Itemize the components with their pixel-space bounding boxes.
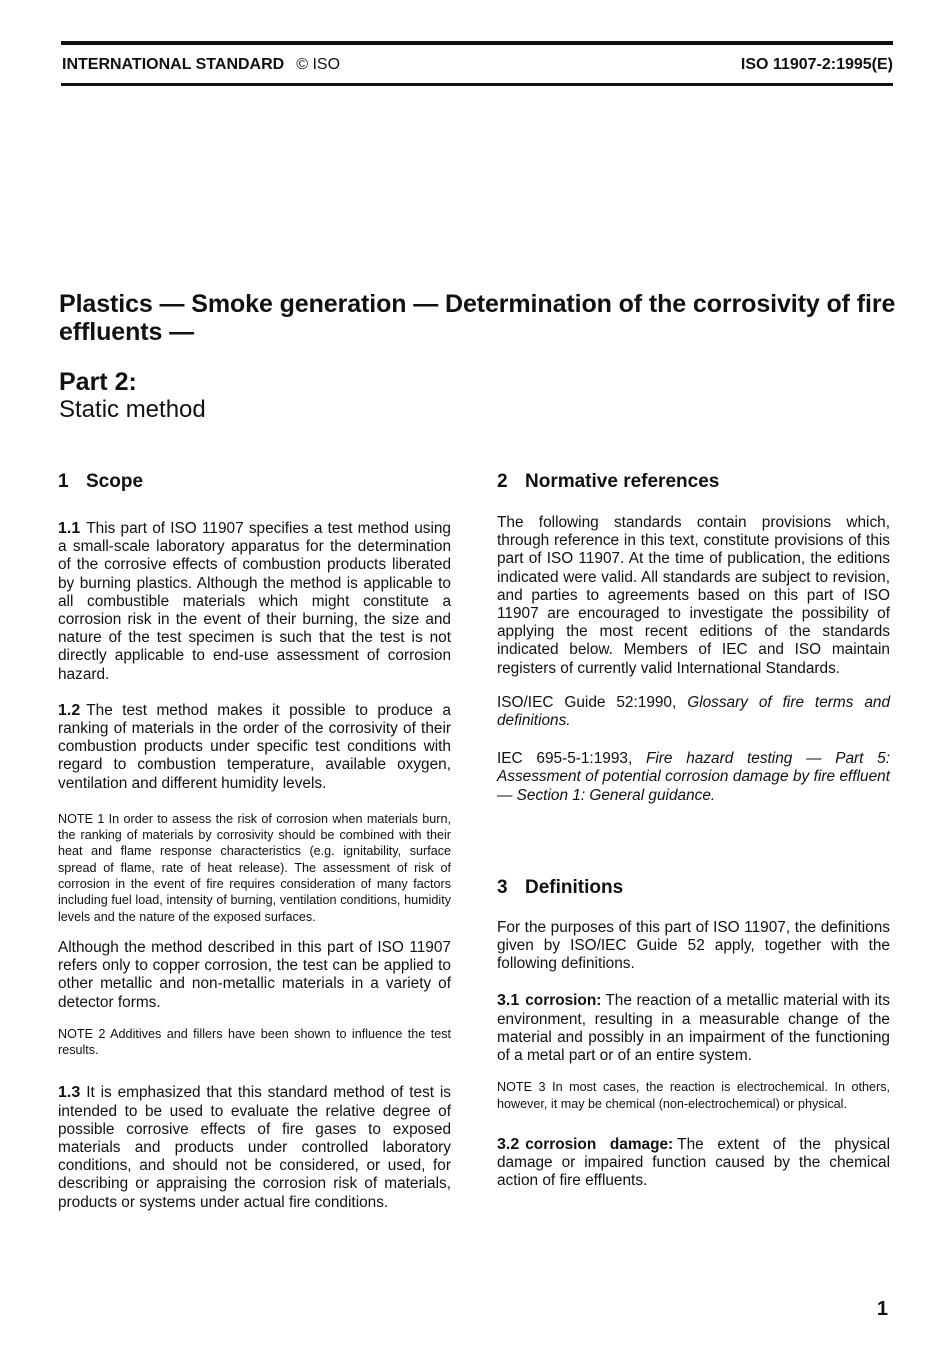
definition-text: The extent of the physical damage or impaired function caused by the chemical action of fire effluents. [497, 1135, 891, 1190]
section-number: 1 [58, 471, 69, 492]
header-rule-top [61, 41, 893, 45]
header-left [62, 56, 340, 74]
right-column [497, 470, 890, 1190]
reference-code: IEC 695-5-1:1993, [497, 750, 633, 768]
part-subtitle: Static method [59, 396, 206, 423]
left-column [58, 470, 451, 1212]
definition-text: The reaction of a metallic material with its environment, resulting in a measurable change of the material and possibly in an impairment of the functioning of a metal part or of an entire system. [497, 992, 890, 1065]
page-number: 1 [876, 1298, 888, 1320]
clause-number: 1.2 [58, 701, 81, 719]
definition-3-1 [497, 992, 890, 1065]
reference-code: ISO/IEC Guide 52:1990, [497, 693, 677, 711]
reference-iso-iec-guide-52 [497, 694, 890, 730]
definition-number: 3.1 [497, 992, 520, 1010]
clause-number: 1.3 [58, 1084, 81, 1102]
clause-1-1 [58, 520, 451, 684]
definition-term: corrosion damage: [525, 1135, 674, 1153]
clause-1-2 [58, 702, 451, 793]
definition-3-2 [497, 1136, 890, 1191]
section-normative-heading [497, 470, 890, 494]
reference-title: Fire hazard testing — Part 5: Assessment of potential corrosion damage by fire effluent — Section 1: General guidance. [497, 750, 890, 804]
clause-1-3 [58, 1084, 451, 1211]
note-3: NOTE 3 In most cases, the reaction is electrochemical. In others, however, it may be chemical (non-electrochemical) or physical. [497, 1080, 890, 1111]
header-copyright: © ISO [296, 56, 341, 73]
normative-intro: The following standards contain provisions which, through reference in this text, constitute provisions of this part of ISO 11907. At the time of publication, the editions indicated were valid. All standards are subject to revision, and parties to agreements based on this part of ISO 11907 are encouraged to investigate the possibility of applying the most recent editions of the standards indicated below. Members of IEC and ISO maintain registers of currently valid International Standards. [497, 514, 890, 677]
section-title: Definitions [525, 876, 624, 898]
part-label: Part 2: [59, 368, 137, 396]
reference-iec-695-5-1 [497, 750, 890, 805]
section-scope-heading [58, 470, 451, 494]
section-title: Normative references [525, 471, 720, 492]
definition-number: 3.2 [497, 1135, 520, 1153]
section-number: 2 [497, 471, 508, 492]
header-standard-type: INTERNATIONAL STANDARD [62, 56, 285, 73]
section-title: Scope [86, 471, 144, 492]
header-document-id: ISO 11907-2:1995(E) [740, 56, 893, 73]
definition-term: corrosion: [525, 992, 602, 1010]
clause-text: It is emphasized that this standard method of test is intended to be used to evaluate the relative degree of possible corrosive effects of fire gases to exposed materials and products under controlled laboratory conditions, and should not be considered, or used, for describing or appraising the corrosion risk of materials, products or systems under actual fire conditions. [58, 1084, 451, 1211]
scope-paragraph: Although the method described in this part of ISO 11907 refers only to copper corrosion, the test can be applied to other metallic and non-metallic materials in a variety of detector forms. [58, 938, 451, 1011]
document-title: Plastics — Smoke generation — Determination of the corrosivity of fire effluents — [59, 290, 896, 346]
reference-title: Glossary of fire terms and definitions. [497, 693, 891, 730]
clause-text: The test method makes it possible to produce a ranking of materials in the order of the corrosivity of their combustion products under specific test conditions with regard to combustion temperature, available oxygen, ventilation and different humidity levels. [58, 701, 451, 792]
section-definitions-heading [497, 876, 890, 900]
definitions-intro: For the purposes of this part of ISO 11907, the definitions given by ISO/IEC Guide 52 apply, together with the following definitions. [497, 918, 890, 973]
note-1: NOTE 1 In order to assess the risk of corrosion when materials burn, the ranking of materials by corrosivity should be combined with their heat and flame response characteristics (e.g. ignitability, surface spread of flame, rate of heat release). The assessment of risk of corrosion in the event of fire requires consideration of many factors including fuel load, intensity of burning, ventilation conditions, humidity levels and the nature of the exposed surfaces. [58, 811, 451, 924]
clause-text: This part of ISO 11907 specifies a test method using a small-scale laboratory apparatus for the determination of the corrosive effects of combustion products liberated by burning plastics. Although the method is applicable to all combustible materials which might constitute a corrosion risk in the event of their burning, the size and nature of the test specimen is such that the test is not directly applicable to end-use assessment of corrosion hazard. [58, 520, 451, 683]
header-rule-bottom [61, 83, 893, 86]
clause-number: 1.1 [58, 520, 81, 537]
note-2: NOTE 2 Additives and fillers have been shown to influence the test results. [58, 1026, 451, 1058]
section-number: 3 [497, 876, 508, 898]
